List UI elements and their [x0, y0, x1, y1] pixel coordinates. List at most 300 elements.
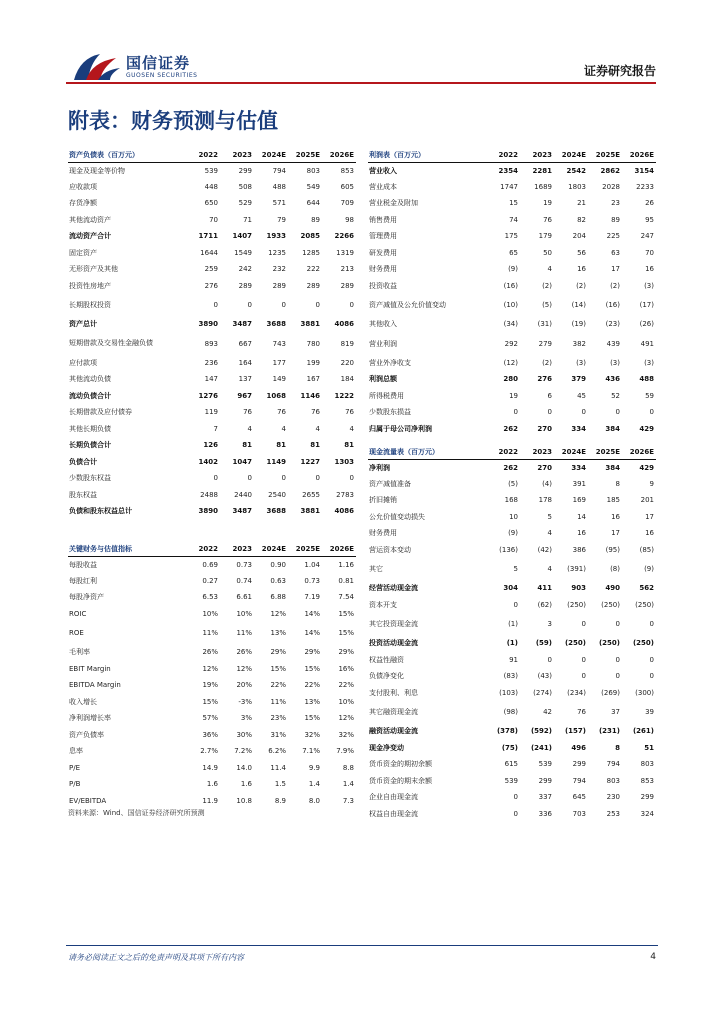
value-cell: 253 [606, 809, 620, 818]
value-cell: 4086 [334, 507, 354, 516]
value-cell: 36% [202, 730, 218, 739]
row-label: 股东权益 [69, 490, 97, 499]
value-cell: 289 [306, 281, 320, 290]
value-cell: 23% [270, 714, 286, 723]
value-cell: 386 [572, 545, 586, 554]
value-cell: 29% [270, 648, 286, 657]
value-cell: 276 [204, 281, 218, 290]
value-cell: 119 [204, 408, 218, 417]
value-cell: 1068 [266, 391, 286, 400]
value-cell: 0 [581, 672, 586, 681]
value-cell: 491 [640, 339, 654, 348]
table-row [68, 228, 356, 245]
value-cell: (83) [503, 672, 518, 681]
value-cell: 2655 [302, 490, 320, 499]
value-cell: 644 [306, 199, 320, 208]
table-row [68, 179, 356, 196]
value-cell: 893 [204, 339, 218, 348]
value-cell: 3487 [232, 507, 252, 516]
value-cell: 488 [639, 375, 654, 384]
value-cell: 0 [513, 809, 518, 818]
value-cell: 0 [615, 655, 620, 664]
value-cell: 1.6 [240, 780, 252, 789]
row-label: 流动资产合计 [69, 232, 111, 241]
row-label: 其它投资现金流 [369, 620, 418, 628]
value-cell: (23) [605, 320, 620, 329]
value-cell: (75) [501, 743, 518, 752]
table-row [68, 556, 356, 573]
value-cell: (2) [542, 358, 552, 367]
value-cell: (12) [503, 358, 518, 367]
value-cell: 12% [270, 609, 286, 618]
row-label: 研发费用 [369, 248, 397, 257]
value-cell: 82 [577, 215, 586, 224]
value-cell: 2540 [268, 490, 286, 499]
row-label: 其他收入 [369, 320, 397, 329]
value-cell: 7.2% [234, 747, 252, 756]
value-cell: 16 [611, 512, 620, 521]
value-cell: 0 [513, 793, 518, 802]
value-cell: 0.90 [270, 560, 286, 569]
value-cell: 1319 [336, 248, 354, 257]
value-cell: (391) [567, 565, 586, 573]
value-cell: 15 [509, 199, 518, 208]
value-cell: (43) [537, 672, 552, 681]
value-cell: 2440 [234, 490, 252, 499]
value-cell: 26% [202, 648, 218, 657]
year-header: 2024E [254, 148, 288, 162]
value-cell: 1146 [300, 391, 320, 400]
table-row [368, 723, 656, 740]
table-row [368, 668, 656, 685]
value-cell: 7 [213, 424, 218, 433]
value-cell: 1747 [500, 182, 518, 191]
value-cell: 63 [611, 248, 620, 257]
value-cell: 4 [547, 529, 552, 538]
table-row [368, 756, 656, 773]
value-cell: 247 [640, 232, 654, 241]
value-cell: 280 [503, 375, 518, 384]
value-cell: 562 [639, 584, 654, 593]
table-row [368, 558, 656, 580]
table-row [68, 421, 356, 438]
key-metrics-table [68, 542, 356, 809]
value-cell: 1689 [534, 182, 552, 191]
value-cell: 6 [547, 391, 552, 400]
value-cell: 3487 [232, 320, 252, 329]
value-cell: 70 [645, 248, 654, 257]
value-cell: 51 [644, 743, 654, 752]
row-label: 毛利率 [69, 648, 90, 657]
row-label: 销售费用 [369, 215, 397, 224]
value-cell: 794 [272, 166, 286, 175]
row-label: 营业收入 [369, 166, 397, 175]
year-header: 2022 [486, 148, 520, 162]
value-cell: 1.4 [308, 780, 320, 789]
value-cell: 1.4 [342, 780, 354, 789]
table-row [68, 776, 356, 793]
value-cell: 1933 [266, 232, 286, 241]
value-cell: 11% [270, 697, 286, 706]
value-cell: 508 [238, 182, 252, 191]
row-label: 现金净变动 [369, 743, 404, 752]
value-cell: 7.1% [302, 747, 320, 756]
value-cell: (4) [542, 479, 552, 488]
value-cell: 11.4 [270, 763, 286, 772]
value-cell: 1235 [268, 248, 286, 257]
value-cell: 270 [537, 424, 552, 433]
table-row [68, 316, 356, 333]
value-cell: 743 [272, 339, 286, 348]
value-cell: 803 [606, 776, 620, 785]
value-cell: 0 [247, 301, 252, 309]
value-cell: 16 [645, 529, 654, 538]
row-label: P/E [69, 763, 81, 772]
value-cell: 201 [640, 496, 654, 505]
value-cell: 4 [281, 424, 286, 433]
table-row [368, 597, 656, 614]
row-label: 长期负债合计 [69, 441, 111, 450]
logo-chinese-name: 国信证券 [126, 54, 191, 72]
value-cell: 3% [240, 714, 252, 723]
value-cell: 2233 [636, 182, 654, 191]
table-row [368, 789, 656, 806]
value-cell: 2862 [600, 166, 620, 175]
value-cell: (9) [508, 529, 518, 538]
value-cell: 5 [513, 565, 518, 573]
value-cell: (234) [567, 688, 586, 697]
value-cell: (5) [542, 301, 552, 309]
value-cell: 539 [204, 166, 218, 175]
value-cell: (14) [571, 301, 586, 309]
table-row [68, 454, 356, 471]
value-cell: 1222 [334, 391, 354, 400]
table-row [68, 694, 356, 711]
value-cell: 2.7% [200, 747, 218, 756]
row-label: 营业成本 [369, 182, 397, 191]
value-cell: (136) [499, 545, 518, 554]
value-cell: (157) [564, 727, 586, 736]
table-row [368, 261, 656, 278]
value-cell: 0 [581, 620, 586, 628]
table-row [368, 525, 656, 542]
header-divider [66, 82, 656, 84]
value-cell: 149 [272, 375, 286, 384]
value-cell: 0 [649, 620, 654, 628]
report-type-label: 证券研究报告 [583, 64, 656, 78]
row-label: 其他流动资产 [69, 215, 111, 224]
table-row [368, 179, 656, 196]
table-row [68, 294, 356, 316]
value-cell: (274) [533, 688, 552, 697]
value-cell: 1285 [302, 248, 320, 257]
value-cell: 299 [572, 760, 586, 769]
value-cell: 667 [238, 339, 252, 348]
value-cell: 19 [509, 391, 518, 400]
value-cell: 56 [577, 248, 586, 257]
value-cell: 0 [281, 301, 286, 309]
value-cell: (2) [576, 281, 586, 290]
row-label: 所得税费用 [369, 391, 404, 400]
row-label: 短期借款及交易性金融负债 [69, 339, 153, 347]
year-header: 2024E [254, 542, 288, 556]
value-cell: (378) [496, 727, 518, 736]
value-cell: (250) [564, 639, 586, 648]
table-row [68, 388, 356, 405]
value-cell: 379 [571, 375, 586, 384]
value-cell: 803 [640, 760, 654, 769]
value-cell: 16% [338, 664, 354, 673]
row-label: 其他流动负债 [69, 375, 111, 384]
value-cell: (1) [506, 639, 518, 648]
value-cell: 0.27 [202, 576, 218, 585]
value-cell: 95 [645, 215, 654, 224]
table-title: 利润表（百万元） [368, 148, 486, 162]
value-cell: 137 [238, 375, 252, 384]
value-cell: 126 [203, 441, 218, 450]
row-label: 现金及现金等价物 [69, 166, 125, 175]
table-row [368, 476, 656, 493]
year-header: 2025E [288, 148, 322, 162]
value-cell: 4 [547, 565, 552, 573]
row-label: 营业利润 [369, 339, 397, 348]
value-cell: 0 [349, 474, 354, 483]
value-cell: 0.69 [202, 560, 218, 569]
value-cell: (231) [598, 727, 620, 736]
balance-sheet-table [68, 148, 356, 520]
row-label: 长期股权投资 [69, 301, 111, 309]
value-cell: 10.8 [236, 796, 252, 805]
value-cell: 304 [503, 584, 518, 593]
value-cell: 703 [572, 809, 586, 818]
value-cell: 1549 [234, 248, 252, 257]
value-cell: 4 [349, 424, 354, 433]
value-cell: 70 [209, 215, 218, 224]
value-cell: 1711 [198, 232, 218, 241]
value-cell: 3154 [634, 166, 654, 175]
table-row [368, 212, 656, 229]
table-row [368, 421, 656, 438]
value-cell: 76 [543, 215, 552, 224]
value-cell: (16) [503, 281, 518, 290]
value-cell: 270 [537, 463, 552, 472]
value-cell: 242 [238, 265, 252, 274]
value-cell: 0.74 [236, 576, 252, 585]
value-cell: 0.81 [338, 576, 354, 585]
value-cell: 199 [306, 358, 320, 367]
value-cell: 2354 [498, 166, 518, 175]
row-label: 货币资金的期初余额 [369, 760, 432, 769]
row-label: 资产减值准备 [369, 479, 411, 488]
value-cell: 19% [202, 681, 218, 690]
value-cell: 0 [513, 408, 518, 417]
value-cell: 76 [311, 408, 320, 417]
row-label: 管理费用 [369, 232, 397, 241]
table-row [368, 459, 656, 476]
value-cell: 11.9 [202, 796, 218, 805]
table-title: 关键财务与估值指标 [68, 542, 186, 556]
table-row [368, 245, 656, 262]
row-label: 公允价值变动损失 [369, 512, 425, 521]
row-label: 资产减值及公允价值变动 [369, 300, 446, 309]
value-cell: 9 [649, 479, 654, 488]
value-cell: 903 [571, 584, 586, 593]
table-row [68, 503, 356, 520]
row-label: 资产总计 [69, 320, 97, 329]
value-cell: 429 [639, 463, 654, 472]
value-cell: 299 [640, 793, 654, 802]
value-cell: 0.63 [270, 576, 286, 585]
value-cell: (103) [499, 688, 518, 697]
value-cell: 3881 [300, 320, 320, 329]
table-row [368, 195, 656, 212]
value-cell: 19 [543, 199, 552, 208]
value-cell: 7.54 [338, 593, 354, 602]
value-cell: 803 [306, 166, 320, 175]
value-cell: (17) [639, 301, 654, 309]
value-cell: 236 [204, 358, 218, 367]
value-cell: 529 [238, 199, 252, 208]
value-cell: 429 [639, 424, 654, 433]
value-cell: 411 [537, 584, 552, 593]
value-cell: 289 [238, 281, 252, 290]
table-row [368, 685, 656, 702]
value-cell: 2266 [334, 232, 354, 241]
row-label: 权益性融资 [369, 655, 404, 664]
value-cell: 391 [572, 479, 586, 488]
row-label: 净利润增长率 [69, 714, 111, 723]
value-cell: 15% [202, 697, 218, 706]
value-cell: (9) [644, 565, 654, 573]
value-cell: 7.9% [336, 747, 354, 756]
value-cell: 17 [611, 265, 620, 274]
value-cell: 15% [270, 664, 286, 673]
row-label: 应收款项 [69, 182, 97, 191]
value-cell: 184 [340, 375, 354, 384]
value-cell: 0 [213, 474, 218, 483]
value-cell: 14.9 [202, 763, 218, 772]
table-row [68, 404, 356, 421]
value-cell: 21 [577, 199, 586, 208]
value-cell: (3) [644, 281, 654, 290]
page-title: 附表：财务预测与估值 [68, 109, 278, 133]
value-cell: 81 [344, 441, 354, 450]
row-label: EBITDA Margin [69, 681, 121, 690]
row-label: 归属于母公司净利润 [369, 424, 432, 433]
value-cell: 6.53 [202, 593, 218, 602]
row-label: 每股红利 [69, 576, 97, 585]
value-cell: (5) [508, 479, 518, 488]
row-label: 财务费用 [369, 265, 397, 274]
value-cell: 0 [649, 655, 654, 664]
value-cell: 204 [572, 232, 586, 241]
value-cell: 1303 [334, 457, 354, 466]
value-cell: 8 [615, 743, 620, 752]
value-cell: 57% [202, 714, 218, 723]
value-cell: 71 [243, 215, 252, 224]
row-label: 投资性房地产 [69, 281, 111, 290]
value-cell: 0 [649, 408, 654, 417]
value-cell: (8) [610, 565, 620, 573]
value-cell: 81 [310, 441, 320, 450]
table-row [68, 589, 356, 606]
value-cell: 167 [306, 375, 320, 384]
value-cell: 0 [349, 301, 354, 309]
value-cell: 13% [304, 697, 320, 706]
value-cell: (62) [537, 600, 552, 609]
logo-english-name: GUOSEN SECURITIES [126, 72, 198, 79]
value-cell: 539 [504, 776, 518, 785]
value-cell: 22% [304, 681, 320, 690]
value-cell: (300) [635, 688, 654, 697]
value-cell: 2028 [602, 182, 620, 191]
value-cell: 0 [213, 301, 218, 309]
source-note: 资料来源：Wind、国信证券经济研究所预测 [68, 809, 205, 817]
income-statement-table [368, 148, 656, 437]
table-row [68, 470, 356, 487]
value-cell: (241) [530, 743, 552, 752]
value-cell: 6.61 [236, 593, 252, 602]
value-cell: (3) [610, 358, 620, 367]
value-cell: (250) [567, 600, 586, 609]
year-header: 2022 [186, 542, 220, 556]
year-header: 2022 [486, 445, 520, 459]
value-cell: 1227 [300, 457, 320, 466]
value-cell: 4 [247, 424, 252, 433]
value-cell: 262 [503, 463, 518, 472]
value-cell: 299 [538, 776, 552, 785]
table-row [68, 793, 356, 810]
value-cell: 259 [204, 265, 218, 274]
value-cell: 50 [543, 248, 552, 257]
table-row [68, 606, 356, 623]
value-cell: 16 [577, 529, 586, 538]
value-cell: 14% [304, 609, 320, 618]
value-cell: 0 [547, 655, 552, 664]
value-cell: 22% [270, 681, 286, 690]
value-cell: 10% [202, 609, 218, 618]
year-header: 2022 [186, 148, 220, 162]
value-cell: 177 [272, 358, 286, 367]
value-cell: 709 [340, 199, 354, 208]
table-row [68, 278, 356, 295]
row-label: 营业外净收支 [369, 358, 411, 367]
row-label: 每股净资产 [69, 593, 104, 602]
value-cell: 76 [345, 408, 354, 417]
row-label: 货币资金的期末余额 [369, 776, 432, 785]
value-cell: 1.04 [304, 560, 320, 569]
value-cell: 0 [581, 655, 586, 664]
row-label: 收入增长 [69, 697, 97, 706]
value-cell: 23 [611, 199, 620, 208]
year-header: 2025E [288, 542, 322, 556]
value-cell: 76 [277, 408, 286, 417]
value-cell: (261) [632, 727, 654, 736]
value-cell: (1) [508, 620, 518, 628]
value-cell: 1407 [232, 232, 252, 241]
table-row [368, 652, 656, 669]
value-cell: 14 [577, 512, 586, 521]
value-cell: 10 [509, 512, 518, 521]
row-label: 融资活动现金流 [369, 727, 418, 736]
value-cell: 6.88 [270, 593, 286, 602]
value-cell: (42) [537, 545, 552, 554]
value-cell: 292 [504, 339, 518, 348]
value-cell: 439 [606, 339, 620, 348]
year-header: 2024E [554, 148, 588, 162]
value-cell: 0 [315, 474, 320, 483]
logo-mark-icon [70, 50, 122, 84]
